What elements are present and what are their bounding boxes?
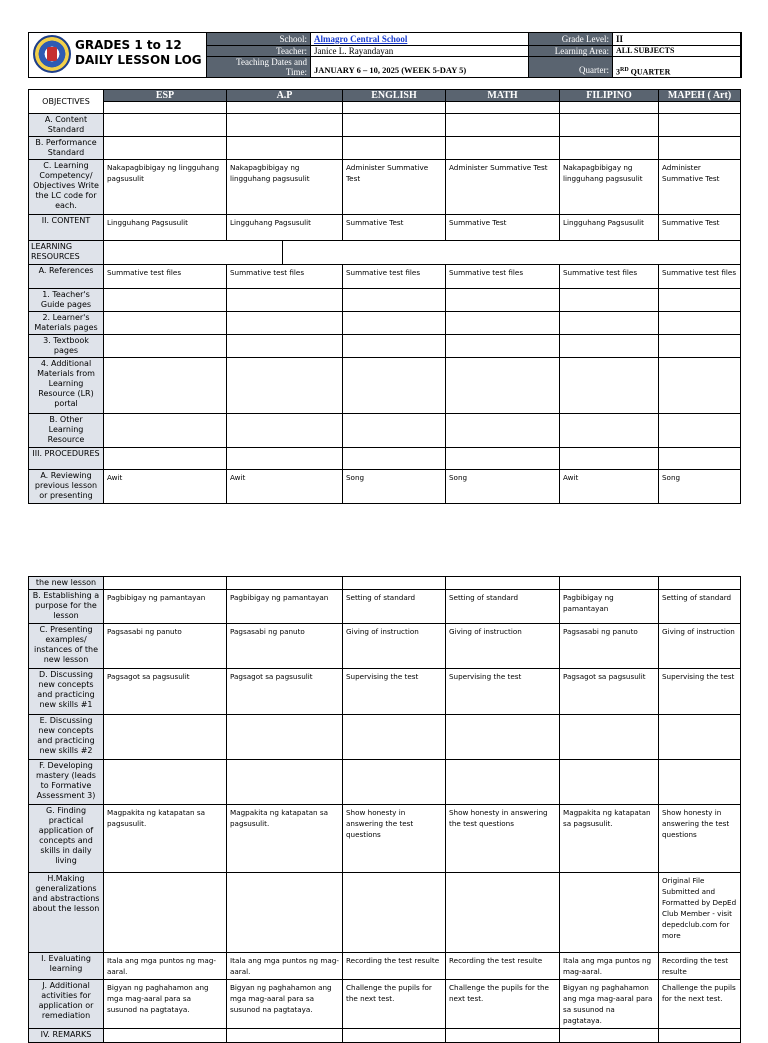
row-label: II. CONTENT	[29, 215, 104, 241]
table-cell: Administer Summative Test	[446, 160, 560, 215]
table-cell	[104, 137, 227, 160]
table-cell	[446, 358, 560, 414]
table-cell	[560, 1029, 659, 1043]
table-cell: Bigyan ng paghahamon ang mga mag-aaral para sa susunod na pagtataya.	[560, 980, 659, 1029]
table-cell: Itala ang mga puntos ng mag-aaral.	[104, 953, 227, 980]
table-cell	[659, 760, 741, 805]
table-row	[29, 414, 741, 448]
header-title-block	[29, 33, 207, 77]
table-cell	[227, 577, 343, 590]
table-cell	[560, 335, 659, 358]
table-cell: Summative test files	[560, 265, 659, 289]
table-row	[29, 289, 741, 312]
header-row-school	[207, 33, 741, 46]
header-row-teacher	[207, 46, 741, 57]
column-header: MAPEH ( Art)	[659, 90, 741, 102]
column-header: ESP	[104, 90, 227, 102]
table-cell: Show honesty in answering the test questions	[659, 805, 741, 873]
table-cell	[227, 358, 343, 414]
learning-area-value: ALL SUBJECTS	[613, 46, 741, 56]
table-cell	[560, 873, 659, 953]
table-cell: Magpakita ng katapatan sa pagsusulit.	[104, 805, 227, 873]
table-cell: Lingguhang Pagsusulit	[227, 215, 343, 241]
row-label: 3. Textbook pages	[29, 335, 104, 358]
table-cell	[446, 102, 560, 114]
table-cell	[343, 137, 446, 160]
table-cell	[104, 715, 227, 760]
teacher-value: Janice L. Rayandayan	[311, 46, 529, 56]
table-row	[29, 215, 741, 241]
table-row	[29, 265, 741, 289]
table-cell	[343, 1029, 446, 1043]
table-cell: Show honesty in answering the test questions	[343, 805, 446, 873]
table-cell	[227, 1029, 343, 1043]
table-cell	[104, 873, 227, 953]
table-cell	[227, 137, 343, 160]
header-title	[75, 38, 202, 68]
table-cell: Supervising the test	[343, 669, 446, 715]
table-cell: Summative test files	[446, 265, 560, 289]
quarter-value	[613, 57, 741, 77]
table-row	[29, 590, 741, 624]
table-cell: Challenge the pupils for the next test.	[446, 980, 560, 1029]
table-cell: Nakapagbibigay ng lingguhang pagsusulit	[104, 160, 227, 215]
table-cell	[227, 414, 343, 448]
table-cell	[343, 102, 446, 114]
table-cell: Challenge the pupils for the next test.	[659, 980, 741, 1029]
table-cell: Pagsasabi ng panuto	[104, 624, 227, 669]
table-cell: Awit	[227, 470, 343, 504]
lesson-log-table-page-2	[28, 576, 741, 1043]
table-cell	[560, 760, 659, 805]
table-cell: Recording the test resulte	[659, 953, 741, 980]
table-cell: Magpakita ng katapatan sa pagsusulit.	[560, 805, 659, 873]
column-header: FILIPINO	[560, 90, 659, 102]
table-cell	[104, 289, 227, 312]
row-label: 4. Additional Materials from Learning Resource (LR) portal	[29, 358, 104, 414]
table-row	[29, 577, 741, 590]
table-cell	[104, 358, 227, 414]
row-label: H.Making generalizations and abstractions about the lesson	[29, 873, 104, 953]
table-cell: Lingguhang Pagsusulit	[104, 215, 227, 241]
table-cell	[343, 448, 446, 470]
table-cell: Summative test files	[227, 265, 343, 289]
table-cell	[343, 312, 446, 335]
column-header: A.P	[227, 90, 343, 102]
table-row	[29, 1029, 741, 1043]
title-line-1: GRADES 1 to 12	[75, 38, 182, 52]
table-cell	[659, 335, 741, 358]
dates-label-line-2: Time:	[285, 67, 307, 77]
table-cell: Pagbibigay ng pamantayan	[104, 590, 227, 624]
table-cell	[343, 114, 446, 137]
table-cell	[560, 102, 659, 114]
table-cell: Bigyan ng paghahamon ang mga mag-aaral para sa susunod na pagtataya.	[104, 980, 227, 1029]
table-cell	[659, 312, 741, 335]
table-row	[29, 980, 741, 1029]
row-label: III. PROCEDURES	[29, 448, 104, 470]
dates-label	[207, 57, 311, 77]
table-cell	[446, 137, 560, 160]
school-label: School:	[207, 33, 311, 45]
table-row	[29, 624, 741, 669]
table-cell: Summative test files	[659, 265, 741, 289]
table-cell	[560, 577, 659, 590]
table-row	[29, 873, 741, 953]
table-cell	[104, 335, 227, 358]
table-cell	[560, 137, 659, 160]
table-cell	[560, 715, 659, 760]
quarter-number: 3	[616, 67, 620, 77]
table-cell	[446, 289, 560, 312]
row-label: D. Discussing new concepts and practicing new skills #1	[29, 669, 104, 715]
header-row-dates	[207, 57, 741, 77]
table-row	[29, 114, 741, 137]
table-cell	[227, 114, 343, 137]
learning-resources-row	[29, 241, 741, 265]
table-cell	[659, 577, 741, 590]
table-row	[29, 669, 741, 715]
table-row	[29, 448, 741, 470]
row-label: 2. Learner's Materials pages	[29, 312, 104, 335]
table-cell	[446, 312, 560, 335]
table-cell	[343, 335, 446, 358]
table-cell	[560, 289, 659, 312]
table-cell	[343, 289, 446, 312]
column-header: MATH	[446, 90, 560, 102]
table-cell: Giving of instruction	[343, 624, 446, 669]
row-label: G. Finding practical application of concepts and skills in daily living	[29, 805, 104, 873]
row-label: 1. Teacher's Guide pages	[29, 289, 104, 312]
table-cell: Pagbibigay ng pamantayan	[227, 590, 343, 624]
quarter-word: QUARTER	[630, 67, 671, 77]
dates-value: JANUARY 6 – 10, 2025 (WEEK 5-DAY 5)	[311, 57, 529, 77]
table-cell: Summative Test	[446, 215, 560, 241]
table-cell: Nakapagbibigay ng lingguhang pagsusulit	[560, 160, 659, 215]
table-cell: Administer Summative Test	[343, 160, 446, 215]
table-cell: Recording the test resulte	[343, 953, 446, 980]
row-label: A. Reviewing previous lesson or presenting	[29, 470, 104, 504]
table-cell	[659, 102, 741, 114]
table-cell	[659, 114, 741, 137]
table-cell: Nakapagbibigay ng lingguhang pagsusulit	[227, 160, 343, 215]
table-cell	[104, 114, 227, 137]
table-cell	[227, 873, 343, 953]
quarter-label: Quarter:	[529, 57, 613, 77]
table-cell	[227, 448, 343, 470]
table-cell: Giving of instruction	[659, 624, 741, 669]
learning-area-label: Learning Area:	[529, 46, 613, 56]
row-label: B. Other Learning Resource	[29, 414, 104, 448]
table-cell: Setting of standard	[446, 590, 560, 624]
table-cell: Setting of standard	[343, 590, 446, 624]
table-cell	[227, 102, 343, 114]
table-cell	[446, 448, 560, 470]
table-cell: Pagsasabi ng panuto	[227, 624, 343, 669]
lesson-log-table-page-1	[28, 89, 741, 504]
table-cell: Setting of standard	[659, 590, 741, 624]
table-cell	[104, 102, 227, 114]
table-cell: Show honesty in answering the test questions	[446, 805, 560, 873]
table-cell	[446, 873, 560, 953]
row-label: LEARNING RESOURCES	[29, 241, 104, 265]
table-row	[29, 760, 741, 805]
table-cell: Summative test files	[343, 265, 446, 289]
table-cell	[104, 760, 227, 805]
table-cell: Magpakita ng katapatan sa pagsusulit.	[227, 805, 343, 873]
grade-level-label: Grade Level:	[529, 33, 613, 45]
table-cell	[227, 289, 343, 312]
table-cell: Challenge the pupils for the next test.	[343, 980, 446, 1029]
divider	[282, 241, 283, 264]
row-label: the new lesson	[29, 577, 104, 590]
table-cell	[446, 577, 560, 590]
table-cell: Original File Submitted and Formatted by DepEd Club Member - visit depedclub.com for more	[659, 873, 741, 953]
table-cell: Giving of instruction	[446, 624, 560, 669]
table-cell: Summative test files	[104, 265, 227, 289]
table-cell: Summative Test	[343, 215, 446, 241]
dates-label-line-1: Teaching Dates and	[236, 57, 307, 67]
table-cell	[104, 448, 227, 470]
table-cell	[659, 715, 741, 760]
table-row	[29, 805, 741, 873]
row-label: A. References	[29, 265, 104, 289]
table-cell	[560, 448, 659, 470]
table-row	[29, 358, 741, 414]
table-cell	[446, 760, 560, 805]
header-spacer-row	[29, 102, 741, 114]
table-row	[29, 312, 741, 335]
row-label: F. Developing mastery (leads to Formative Assessment 3)	[29, 760, 104, 805]
table-cell: Awit	[104, 470, 227, 504]
table-cell: Supervising the test	[446, 669, 560, 715]
table-cell	[343, 414, 446, 448]
teacher-label: Teacher:	[207, 46, 311, 56]
table-cell	[227, 335, 343, 358]
table-cell: Itala ang mga puntos ng mag-aaral.	[227, 953, 343, 980]
row-label: E. Discussing new concepts and practicing new skills #2	[29, 715, 104, 760]
row-label: B. Performance Standard	[29, 137, 104, 160]
table-cell: Recording the test resulte	[446, 953, 560, 980]
table-row	[29, 470, 741, 504]
column-header-row	[29, 90, 741, 102]
table-cell: Bigyan ng paghahamon ang mga mag-aaral para sa susunod na pagtataya.	[227, 980, 343, 1029]
table-cell: Pagsagot sa pagsusulit	[560, 669, 659, 715]
table-cell	[659, 448, 741, 470]
table-row	[29, 953, 741, 980]
table-cell: Pagsasabi ng panuto	[560, 624, 659, 669]
table-cell: Lingguhang Pagsusulit	[560, 215, 659, 241]
table-cell: Pagsagot sa pagsusulit	[227, 669, 343, 715]
table-cell	[659, 1029, 741, 1043]
table-cell	[343, 715, 446, 760]
table-cell	[446, 114, 560, 137]
school-link[interactable]: Almagro Central School	[311, 33, 529, 45]
row-label: A. Content Standard	[29, 114, 104, 137]
lesson-log-header	[28, 32, 742, 78]
table-cell	[227, 760, 343, 805]
row-label: B. Establishing a purpose for the lesson	[29, 590, 104, 624]
table-cell	[560, 358, 659, 414]
table-cell	[104, 312, 227, 335]
table-cell: Administer Summative Test	[659, 160, 741, 215]
title-line-2: DAILY LESSON LOG	[75, 53, 202, 67]
table-cell	[659, 137, 741, 160]
table-cell	[343, 577, 446, 590]
table-cell	[343, 760, 446, 805]
table-cell	[659, 358, 741, 414]
row-label: C. Learning Competency/ Objectives Write the LC code for each.	[29, 160, 104, 215]
table-cell	[104, 414, 227, 448]
table-cell	[446, 414, 560, 448]
table-cell	[227, 312, 343, 335]
table-cell: Awit	[560, 470, 659, 504]
table-cell: Summative Test	[659, 215, 741, 241]
table-cell	[560, 312, 659, 335]
row-label: J. Additional activities for application or remediation	[29, 980, 104, 1029]
row-label: C. Presenting examples/ instances of the new lesson	[29, 624, 104, 669]
row-label: IV. REMARKS	[29, 1029, 104, 1043]
table-cell: Supervising the test	[659, 669, 741, 715]
table-cell: Song	[659, 470, 741, 504]
table-cell: Itala ang mga puntos ng mag-aaral.	[560, 953, 659, 980]
quarter-suffix: RD	[620, 67, 629, 73]
table-row	[29, 160, 741, 215]
table-cell	[659, 289, 741, 312]
table-cell	[104, 1029, 227, 1043]
table-cell	[560, 414, 659, 448]
table-row	[29, 335, 741, 358]
table-cell	[659, 414, 741, 448]
table-cell	[560, 114, 659, 137]
column-header: ENGLISH	[343, 90, 446, 102]
table-row	[29, 137, 741, 160]
deped-seal-icon	[33, 35, 71, 73]
table-cell: Song	[343, 470, 446, 504]
row-label: I. Evaluating learning	[29, 953, 104, 980]
grade-level-value: II	[613, 33, 741, 45]
table-cell: Pagsagot sa pagsusulit	[104, 669, 227, 715]
table-cell: Song	[446, 470, 560, 504]
table-cell	[446, 1029, 560, 1043]
learning-resources-span	[104, 241, 741, 265]
table-row	[29, 715, 741, 760]
table-cell	[446, 715, 560, 760]
table-cell: Pagbibigay ng pamantayan	[560, 590, 659, 624]
table-cell	[104, 577, 227, 590]
table-cell	[227, 715, 343, 760]
objectives-header: OBJECTIVES	[29, 90, 104, 114]
table-cell	[343, 873, 446, 953]
table-cell	[446, 335, 560, 358]
table-cell	[343, 358, 446, 414]
